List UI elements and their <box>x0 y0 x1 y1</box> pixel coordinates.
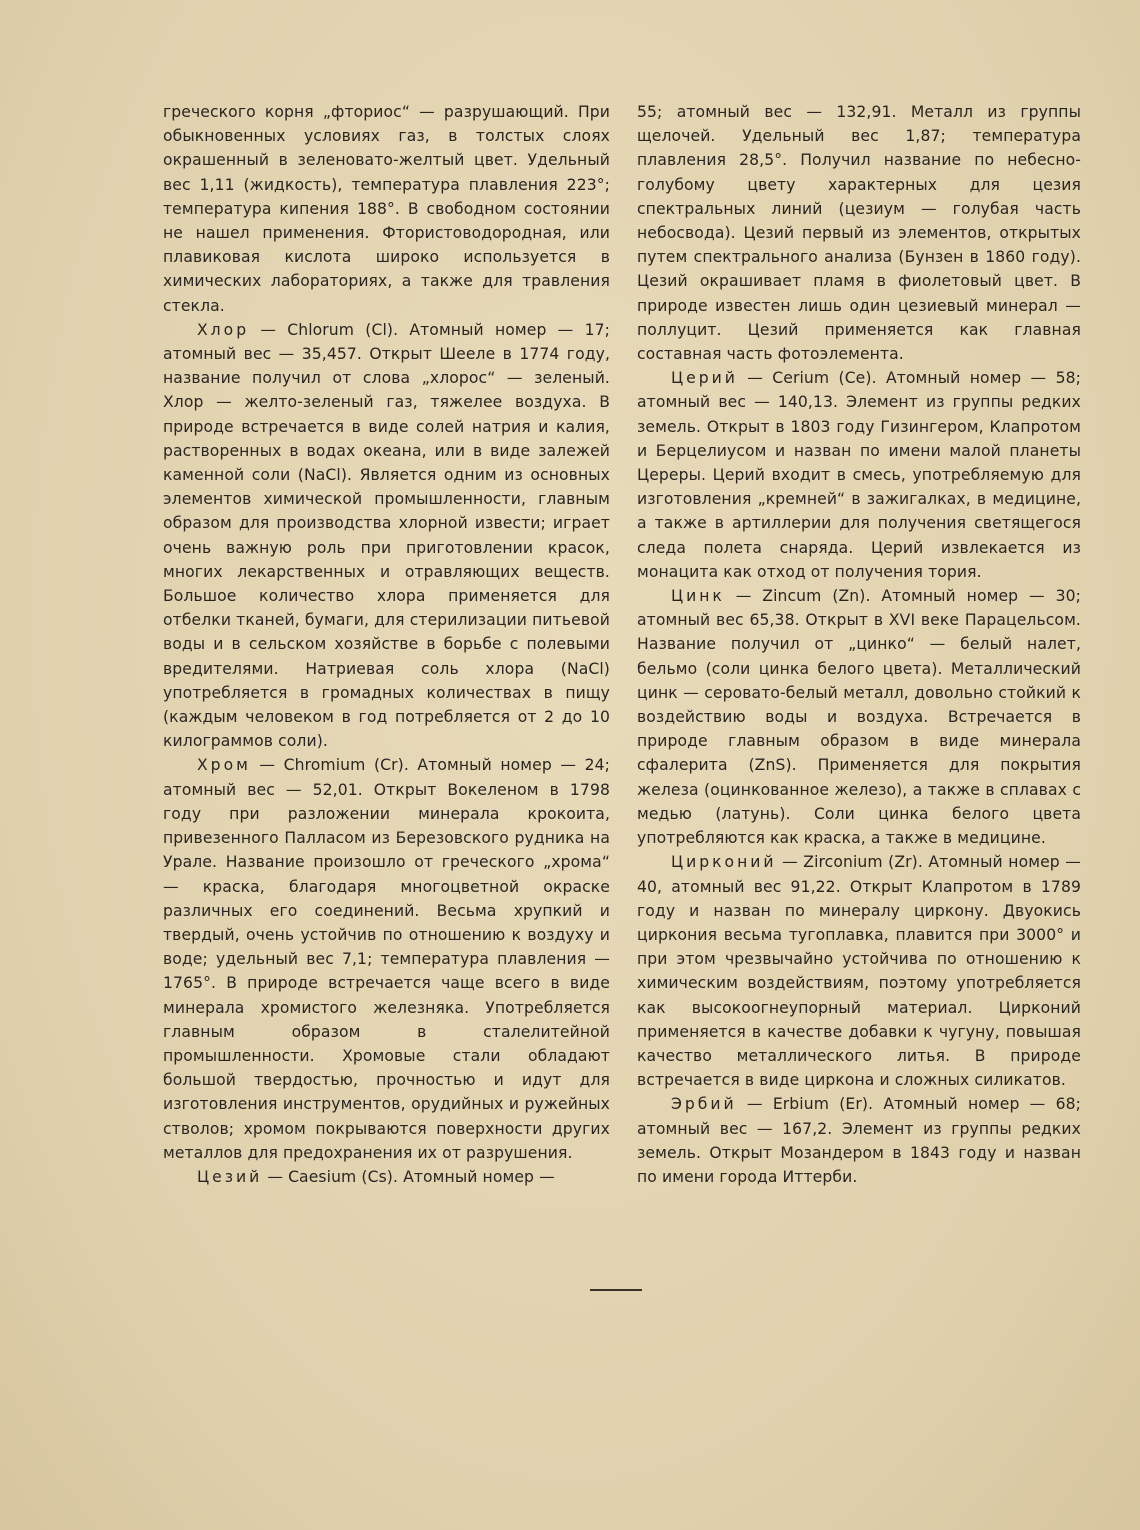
element-name: Эрбий <box>671 1095 737 1114</box>
element-name: Хлор <box>197 320 250 339</box>
paragraph-text: — Erbium (Er). Атомный номер — 68; атомный вес — 167,2. Элемент из группы редких земель. Открыт Мозандером в 1843 году и назван по имени города Иттерби. <box>637 1095 1081 1186</box>
element-name: Цирконий <box>671 853 777 872</box>
paragraph-text: — Cerium (Ce). Атомный номер — 58; атомный вес — 140,13. Элемент из группы редких земель. Открыт в 1803 году Гизингером, Клапротом и Берцелиусом и назван по имени малой планеты Цереры. Церий входит в смесь, употребляемую для изготовления „кремней“ в зажигалках, в медицине, а также в артиллерии для получения светящегося следа полета снаряда. Церий извлекается из монацита как отход от получения тория. <box>637 369 1081 581</box>
paragraph-text: — Caesium (Cs). Атомный номер — <box>262 1167 555 1186</box>
element-name: Цезий <box>197 1167 263 1186</box>
element-name: Церий <box>671 369 738 388</box>
right-column <box>637 100 1081 1189</box>
chlorine-paragraph <box>163 318 610 754</box>
caesium-paragraph-start <box>163 1165 610 1189</box>
paragraph-text: — Zincum (Zn). Атомный номер — 30; атомный вес 65,38. Открыт в XVI веке Парацельсом. Название получил от „цинко“ — белый налет, бельмо (соли цинка белого цвета). Металлический цинк — серовато-белый металл, довольно стойкий к воздействию воды и воздуха. Встречается в природе главным образом в виде минерала сфалерита (ZnS). Применяется для покрытия железа (оцинкованное железо), а также в сплавах с медью (латунь). Соли цинка белого цвета употребляются как краска, а также в медицине. <box>637 587 1081 848</box>
paragraph-text: — Chromium (Cr). Атомный номер — 24; атомный вес — 52,01. Открыт Вокеленом в 1798 году при разложении минерала крокоита, привезенного Палласом из Березовского рудника на Урале. Название произошло от греческого „хрома“ — краска, благодаря многоцветной окраске различных его соединений. Весьма хрупкий и твердый, очень устойчив по отношению к воздуху и воде; удельный вес 7,1; температура плавления — 1765°. В природе встречается чаще всего в виде минерала хромистого железняка. Употребляется главным образом в сталелитейной промышленности. Хромовые стали обладают большой твердостью, прочностью и идут для изготовления инструментов, орудийных и ружейных стволов; хромом покрываются поверхности других металлов для предохранения их от разрушения. <box>163 756 610 1162</box>
paragraph-text: — Zirconium (Zr). Атомный номер — 40, атомный вес 91,22. Открыт Клапротом в 1789 году и назван по минералу циркону. Двуокись циркония весьма тугоплавка, плавится при 3000° и при этом чрезвычайно устойчива по отношению к химическим воздействиям, поэтому употребляется как высокоогнеупорный материал. Цирконий применяется в качестве добавки к чугуну, повышая качество металлического литья. В природе встречается в виде циркона и сложных силикатов. <box>637 853 1081 1090</box>
element-name: Цинк <box>671 587 725 606</box>
zinc-paragraph <box>637 584 1081 850</box>
element-name: Хром <box>197 756 251 775</box>
left-column <box>163 100 610 1189</box>
paragraph-text: — Chlorum (Cl). Атомный номер — 17; атомный вес — 35,457. Открыт Шееле в 1774 году, название получил от слова „хлорос“ — зеленый. Хлор — желто-зеленый газ, тяжелее воздуха. В природе встречается в виде солей натрия и калия, растворенных в водах океана, или в виде залежей каменной соли (NaCl). Является одним из основных элементов химической промышленности, главным образом для производства хлорной извести; играет очень важную роль при приготовлении красок, многих лекарственных и отравляющих веществ. Большое количество хлора применяется для отбелки тканей, бумаги, для стерилизации питьевой воды и в сельском хозяйстве в борьбе с полевыми вредителями. Натриевая соль хлора (NaCl) употребляется в громадных количествах в пищу (каждым человеком в год потребляется от 2 до 10 килограммов соли). <box>163 320 610 751</box>
caesium-continuation-paragraph: 55; атомный вес — 132,91. Металл из группы щелочей. Удельный вес 1,87; температура плавления 28,5°. Получил название по небесно-голубому цвету характерных для цезия спектральных линий (цезиум — голубая часть небосвода). Цезий первый из элементов, открытых путем спектрального анализа (Бунзен в 1860 году). Цезий окрашивает пламя в фиолетовый цвет. В природе известен лишь один цезиевый минерал — поллуцит. Цезий применяется как главная составная часть фотоэлемента. <box>637 103 1081 364</box>
section-end-rule <box>590 1289 642 1291</box>
cerium-paragraph <box>637 366 1081 584</box>
zirconium-paragraph <box>637 850 1081 1092</box>
chromium-paragraph <box>163 753 610 1164</box>
fluorine-continuation-paragraph: греческого корня „фториос“ — разрушающий. При обыкновенных условиях газ, в толстых слоях окрашенный в зеленовато-желтый цвет. Удельный вес 1,11 (жидкость), температура плавления 223°; температура кипения 188°. В свободном состоянии не нашел применения. Фтористоводородная, или плавиковая кислота широко используется в химических лабораториях, а также для травления стекла. <box>163 103 610 315</box>
erbium-paragraph <box>637 1092 1081 1189</box>
